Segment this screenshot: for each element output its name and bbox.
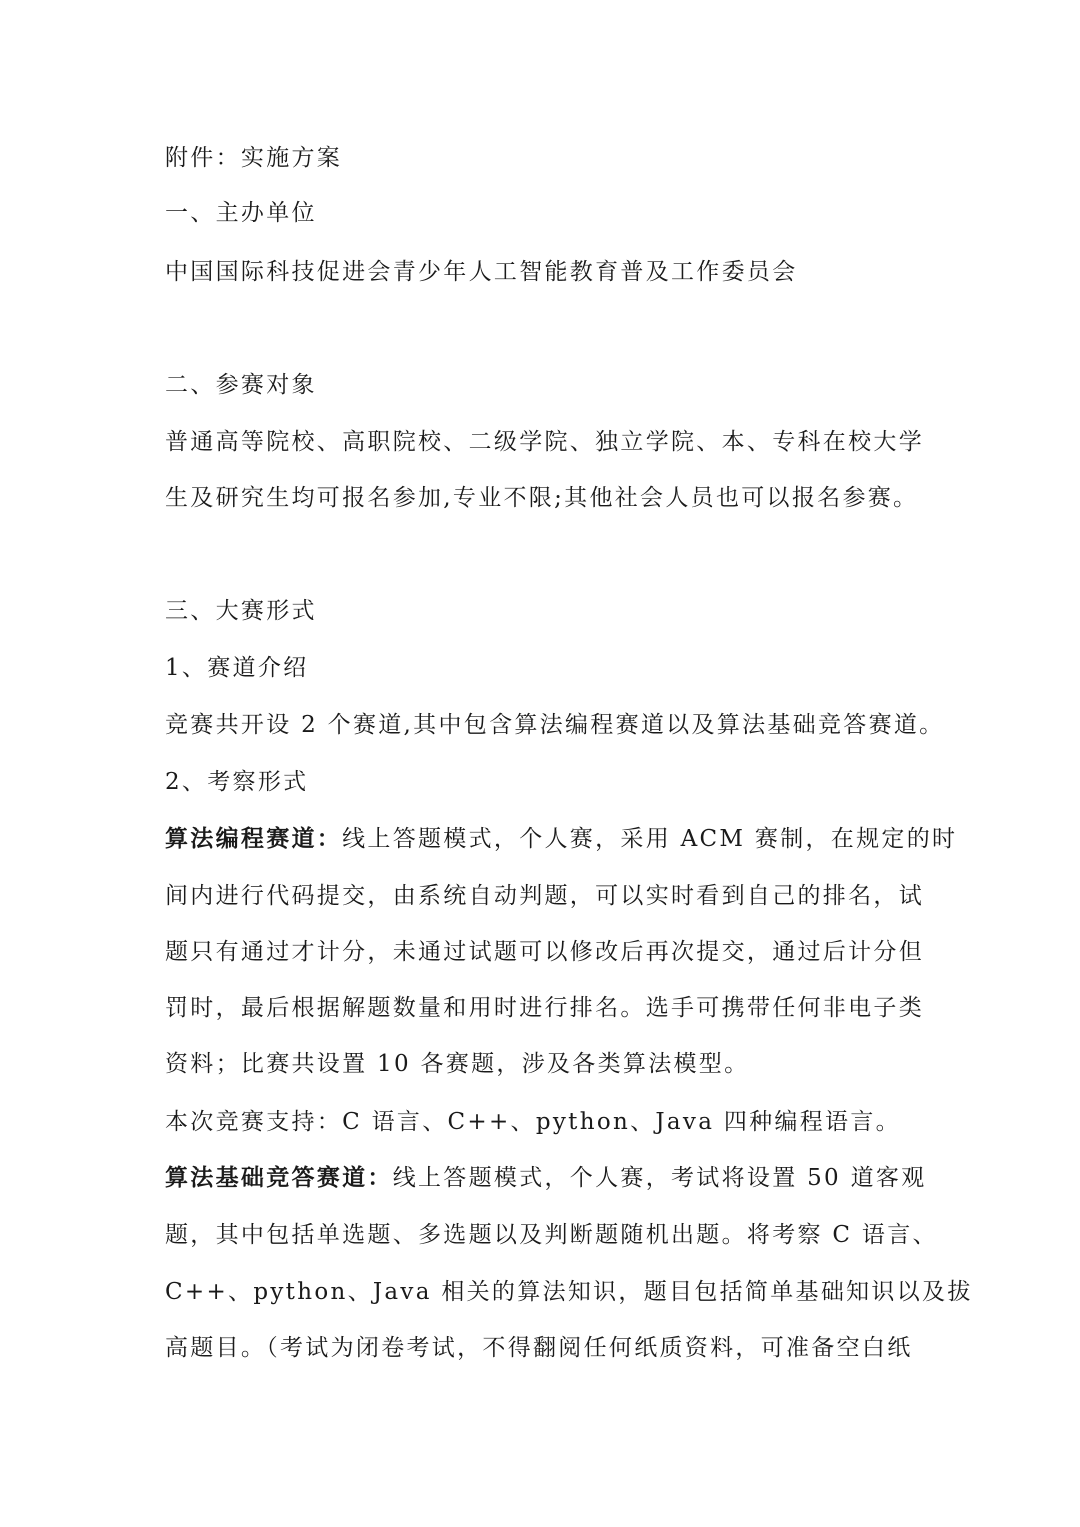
- subsection-1-heading: 1、赛道介绍: [165, 655, 309, 681]
- subsection-1-body: 竞赛共开设 2 个赛道,其中包含算法编程赛道以及算法基础竞答赛道。: [165, 712, 945, 738]
- track-2-text: 线上答题模式，个人赛，考试将设置 50 道客观: [392, 1165, 927, 1191]
- languages-line: 本次竞赛支持：C 语言、C++、python、Java 四种编程语言。: [165, 1109, 901, 1135]
- section-1-heading: 一、主办单位: [165, 200, 317, 226]
- track-1-line-4: 罚时，最后根据解题数量和用时进行排名。选手可携带任何非电子类: [165, 995, 924, 1021]
- section-3-heading: 三、大赛形式: [165, 598, 317, 624]
- track-1-line-5: 资料；比赛共设置 10 各赛题，涉及各类算法模型。: [165, 1051, 750, 1077]
- track-1-line-1: [165, 824, 957, 854]
- section-2-line-2: 生及研究生均可报名参加,专业不限;其他社会人员也可以报名参赛。: [165, 485, 919, 511]
- subsection-2-heading: 2、考察形式: [165, 769, 309, 795]
- track-1-line-3: 题只有通过才计分，未通过试题可以修改后再次提交，通过后计分但: [165, 939, 924, 965]
- section-2-line-1: 普通高等院校、高职院校、二级学院、独立学院、本、专科在校大学: [165, 429, 924, 455]
- track-2-line-2: 题，其中包括单选题、多选题以及判断题随机出题。将考察 C 语言、: [165, 1222, 938, 1248]
- track-1-label: 算法编程赛道：: [165, 826, 343, 852]
- track-2-line-1: [165, 1163, 927, 1193]
- track-2-line-3: C++、python、Java 相关的算法知识，题目包括简单基础知识以及拔: [165, 1279, 973, 1305]
- track-2-label: 算法基础竞答赛道：: [165, 1165, 393, 1191]
- track-1-line-2: 间内进行代码提交，由系统自动判题，可以实时看到自己的排名，试: [165, 883, 924, 909]
- section-2-heading: 二、参赛对象: [165, 372, 317, 398]
- document-title: 附件：实施方案: [165, 145, 343, 171]
- track-1-text: 线上答题模式，个人赛，采用 ACM 赛制，在规定的时: [342, 826, 958, 852]
- track-2-line-4: 高题目。（考试为闭卷考试，不得翻阅任何纸质资料，可准备空白纸: [165, 1335, 913, 1361]
- section-1-body: 中国国际科技促进会青少年人工智能教育普及工作委员会: [165, 259, 798, 285]
